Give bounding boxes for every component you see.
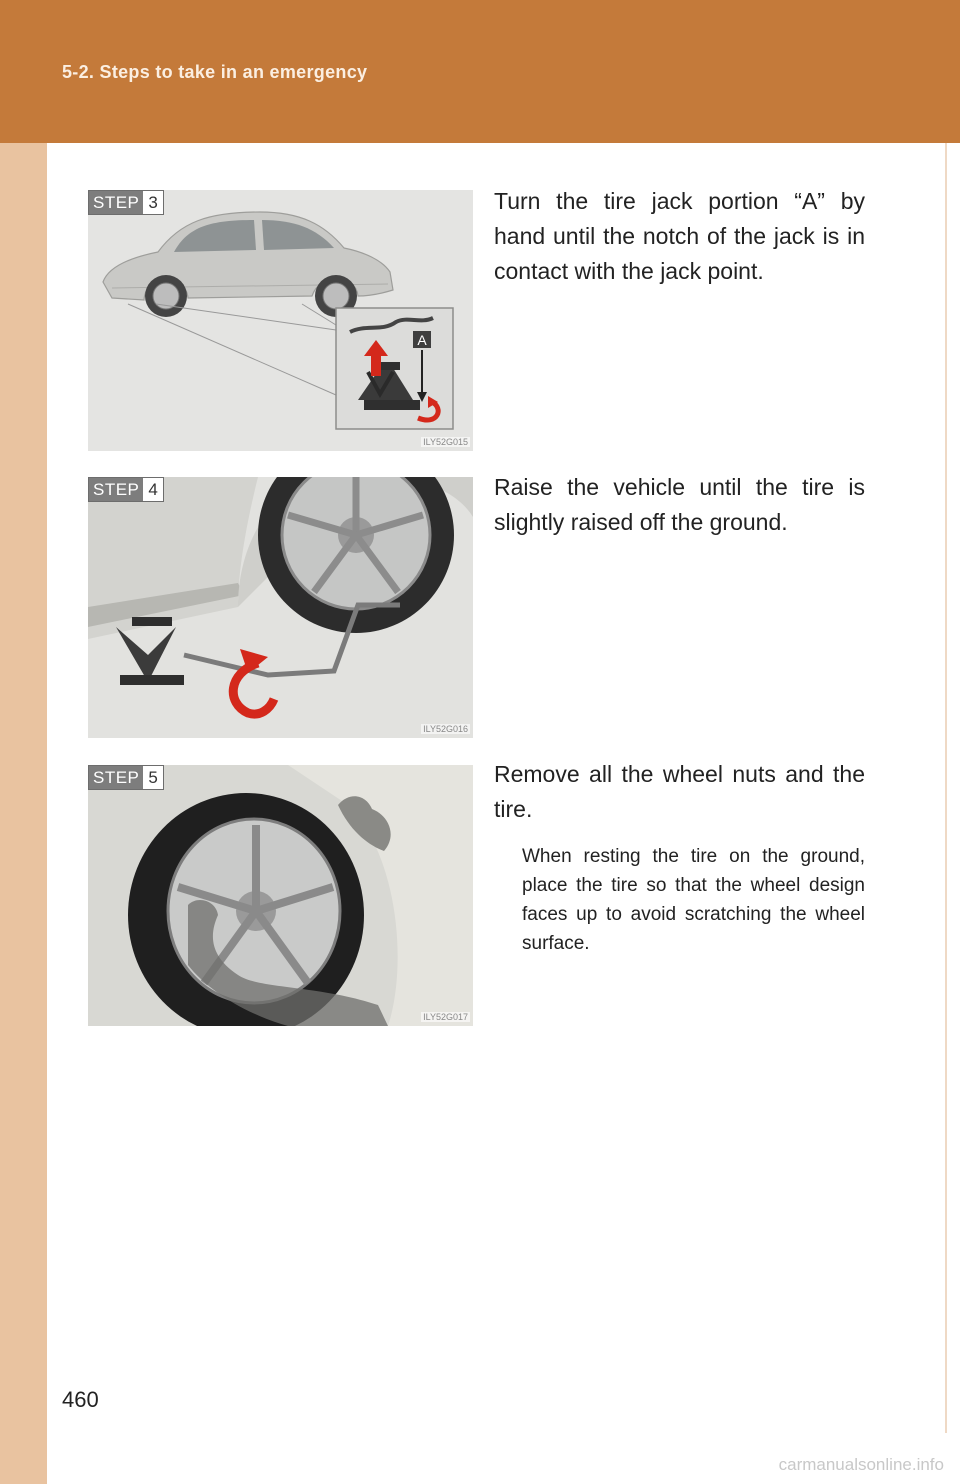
raise-vehicle-illustration [88,477,473,738]
callout-a-label: A [417,332,427,348]
figure-code: ILY52G017 [423,1012,468,1022]
section-title: 5-2. Steps to take in an emergency [62,62,368,82]
watermark: carmanualsonline.info [778,1455,944,1474]
remove-tire-illustration [88,765,473,1026]
car-jack-illustration [88,190,473,451]
sidebar-tab [0,143,47,1484]
figure-step-4-raise-vehicle [88,477,473,738]
figure-step-5-remove-tire [88,765,473,1026]
margin-rule [945,143,947,1433]
step-5-text: Remove all the wheel nuts and the tire. [494,761,865,822]
step-3-badge: STEP 3 [88,190,164,215]
page-header [0,0,960,143]
step-5-badge: STEP 5 [88,765,164,790]
page-number: 460 [62,1387,99,1412]
step-4-text: Raise the vehicle until the tire is slightly raised off the ground. [494,474,865,535]
step-3-text: Turn the tire jack portion “A” by hand until the notch of the jack is in contact with the jack point. [494,188,865,284]
step-4-badge: STEP 4 [88,477,164,502]
figure-code: ILY52G016 [423,724,468,734]
step-5-note: When resting the tire on the ground, place the tire so that the wheel design faces up to avoid scratching the wheel surface. [522,846,865,954]
figure-code: ILY52G015 [423,437,468,447]
figure-step-3-jack-point [88,190,473,451]
